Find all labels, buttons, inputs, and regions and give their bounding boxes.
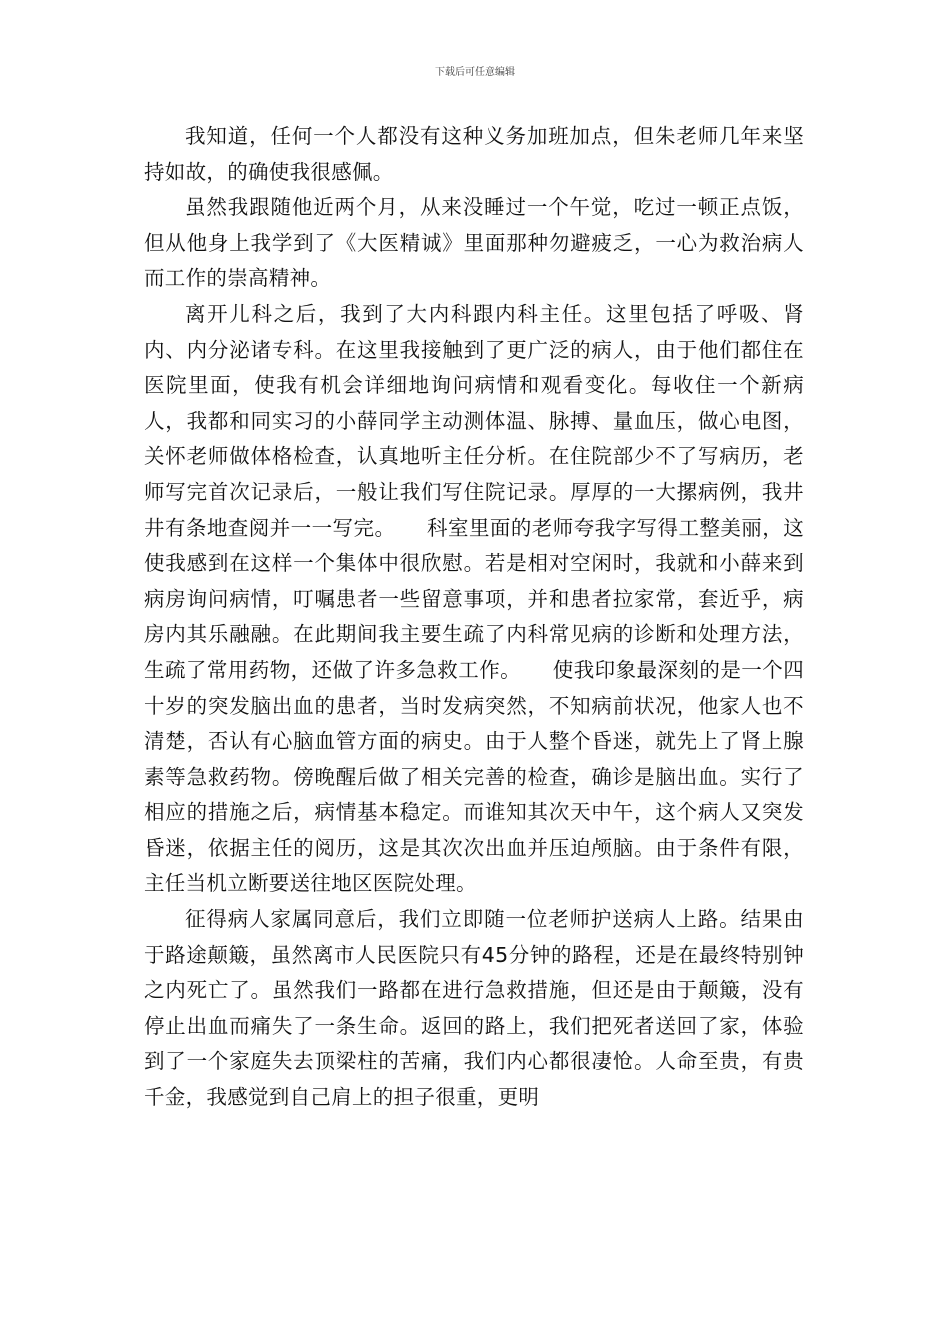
document-body — [144, 119, 804, 1116]
page-header: 下载后可任意编辑 — [435, 67, 515, 78]
paragraph-3: 离开儿科之后，我到了大内科跟内科主任。这里包括了呼吸、肾内、内分泌诸专科。在这里我接触到了更广泛的病人，由于他们都住在医院里面，使我有机会详细地询问病情和观看变化。每收住一个新病人，我都和同实习的小薛同学主动测体温、脉搏、量血压，做心电图，关怀老师做体格检查，认真地听主任分析。在住院部少不了写病历，老师写完首次记录后，一般让我们写住院记录。厚厚的一大摞病例，我井井有条地查阅并一一写完。 科室里面的老师夸我字写得工整美丽，这使我感到在这样一个集体中很欣慰。若是相对空闲时，我就和小薛来到病房询问病情，叮嘱患者一些留意事项，并和患者拉家常，套近乎，病房内其乐融融。在此期间我主要生疏了内科常见病的诊断和处理方法，生疏了常用药物，还做了许多急救工作。 使我印象最深刻的是一个四十岁的突发脑出血的患者，当时发病突然，不知病前状况，他家人也不清楚，否认有心脑血管方面的病史。由于人整个昏迷，就先上了肾上腺素等急救药物。傍晚醒后做了相关完善的检查，确诊是脑出血。实行了相应的措施之后，病情基本稳定。而谁知其次天中午，这个病人又突发昏迷，依据主任的阅历，这是其次次出血并压迫颅脑。由于条件有限，主任当机立断要送往地区医院处理。 — [144, 301, 804, 896]
paragraph-4: 征得病人家属同意后，我们立即随一位老师护送病人上路。结果由于路途颠簸，虽然离市人民医院只有45分钟的路程，还是在最终特别钟之内死亡了。虽然我们一路都在进行急救措施，但还是由于颠簸，没有停止出血而痛失了一条生命。返回的路上，我们把死者送回了家，体验到了一个家庭失去顶梁柱的苦痛，我们内心都很凄怆。人命至贵，有贵千金，我感觉到自己肩上的担子很重，更明 — [144, 907, 804, 1110]
paragraph-2: 虽然我跟随他近两个月，从来没睡过一个午觉，吃过一顿正点饭，但从他身上我学到了《大医精诚》里面那种勿避疲乏，一心为救治病人而工作的崇高精神。 — [144, 195, 804, 291]
paragraph-1: 我知道，任何一个人都没有这种义务加班加点，但朱老师几年来坚持如故，的确使我很感佩。 — [144, 124, 804, 184]
